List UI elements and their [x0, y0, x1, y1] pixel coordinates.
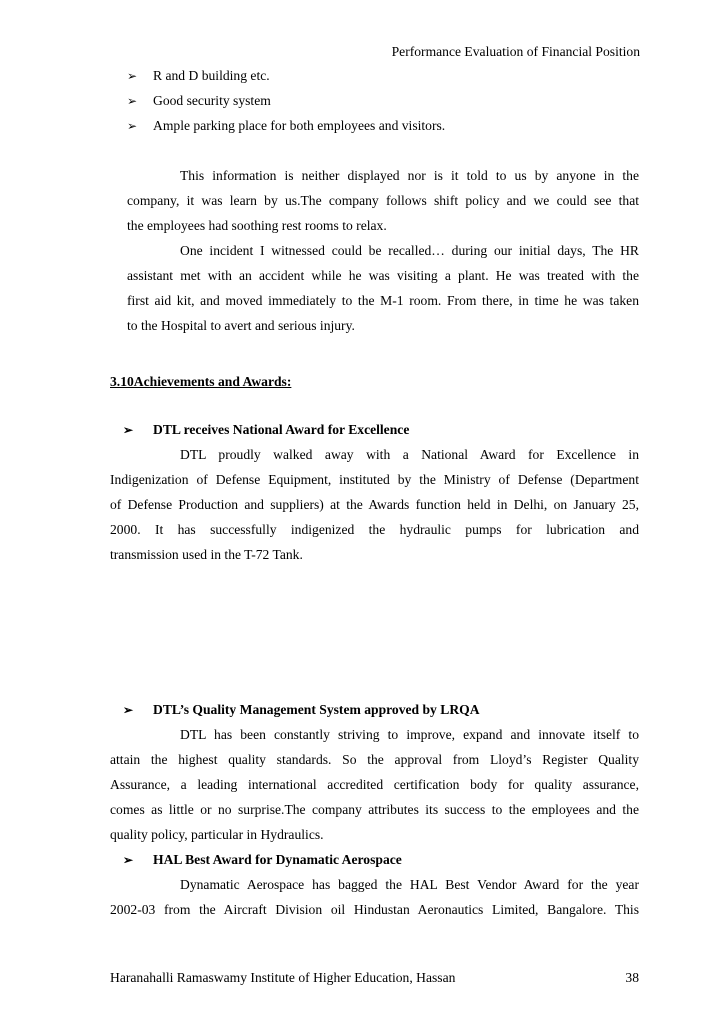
paragraph-line: of Defense Production and suppliers) at the Awards function held in Delhi, on January 25,: [110, 497, 639, 512]
arrow-bullet-icon: ➢: [123, 853, 134, 867]
paragraph-line: first aid kit, and moved immediately to the M-1 room. From there, in time he was taken: [127, 293, 639, 308]
arrow-bullet-icon: ➢: [123, 703, 134, 717]
paragraph-line: DTL has been constantly striving to improve, expand and innovate itself to: [180, 727, 639, 742]
paragraph-line: quality policy, particular in Hydraulics.: [110, 827, 324, 842]
page-header: Performance Evaluation of Financial Position: [391, 44, 640, 59]
paragraph-line: 2000. It has successfully indigenized the hydraulic pumps for lubrication and: [110, 522, 639, 537]
paragraph-line: the employees had soothing rest rooms to relax.: [127, 218, 387, 233]
award-heading: ➢ HAL Best Award for Dynamatic Aerospace: [123, 852, 402, 867]
paragraph-line: attain the highest quality standards. So the approval from Lloyd’s Register Quality: [110, 752, 639, 767]
arrow-bullet-icon: ➢: [127, 69, 138, 83]
page-number: 38: [625, 970, 639, 985]
bullet-item: ➢ R and D building etc.: [127, 68, 270, 83]
paragraph-line: to the Hospital to avert and serious injury.: [127, 318, 355, 333]
award-heading: ➢ DTL receives National Award for Excellence: [123, 422, 410, 437]
bullet-item: ➢ Ample parking place for both employees and visitors.: [127, 118, 446, 133]
paragraph-line: One incident I witnessed could be recalled… during our initial days, The HR: [180, 243, 639, 258]
section-heading: 3.10Achievements and Awards:: [110, 374, 292, 389]
paragraph-line: DTL proudly walked away with a National Award for Excellence in: [180, 447, 639, 462]
arrow-bullet-icon: ➢: [123, 423, 134, 437]
award-heading: ➢ DTL’s Quality Management System approved by LRQA: [123, 702, 480, 717]
paragraph-line: comes as little or no surprise.The company attributes its success to the employees and the: [110, 802, 639, 817]
paragraph-line: Indigenization of Defense Equipment, instituted by the Ministry of Defense (Department: [110, 472, 639, 487]
arrow-bullet-icon: ➢: [127, 94, 138, 108]
paragraph-line: Assurance, a leading international accredited certification body for quality assurance,: [110, 777, 639, 792]
paragraph-line: company, it was learn by us.The company follows shift policy and we could see that: [127, 193, 639, 208]
paragraph-line: Dynamatic Aerospace has bagged the HAL Best Vendor Award for the year: [180, 877, 639, 892]
paragraph-line: transmission used in the T-72 Tank.: [110, 547, 303, 562]
paragraph-line: assistant met with an accident while he was visiting a plant. He was treated with the: [127, 268, 639, 283]
paragraph-line: This information is neither displayed nor is it told to us by anyone in the: [180, 168, 639, 183]
arrow-bullet-icon: ➢: [127, 119, 138, 133]
footer-institute: Haranahalli Ramaswamy Institute of Higher Education, Hassan: [110, 970, 456, 985]
bullet-item: ➢ Good security system: [127, 93, 271, 108]
paragraph-line: 2002-03 from the Aircraft Division oil Hindustan Aeronautics Limited, Bangalore. This: [110, 902, 639, 917]
